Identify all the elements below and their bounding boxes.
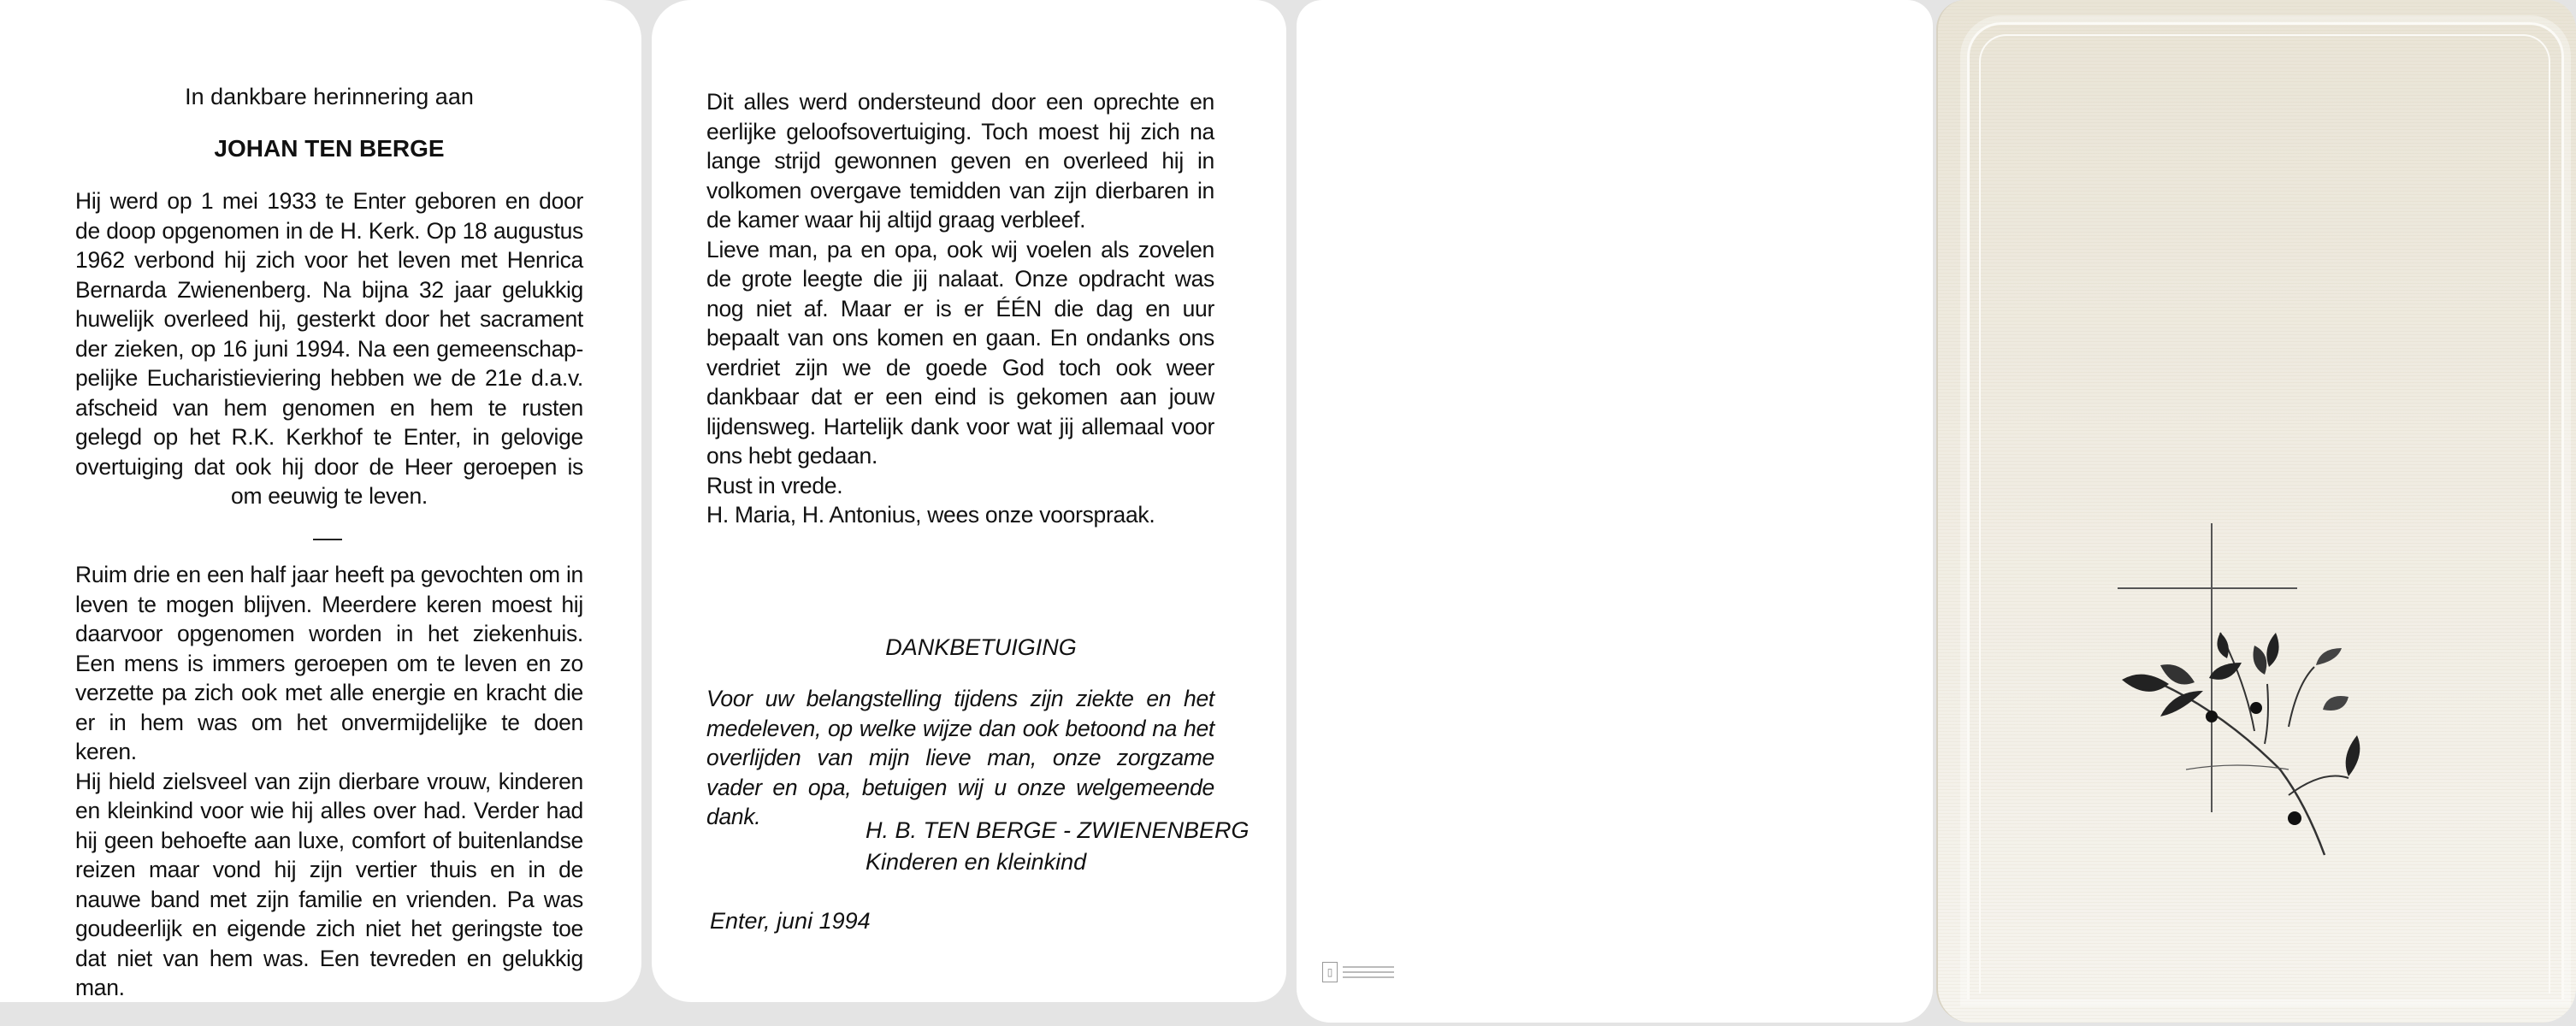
prayer-text: H. Maria, H. Antonius, wees onze voorspraak. (706, 502, 1155, 528)
struggle-paragraph (75, 560, 583, 1002)
intro-line: In dankbare herinnering aan (185, 84, 474, 109)
character-text: Hij hield zielsveel van zijn dierbare vrouw, kinderen en kleinkind voor wie hij alles over had. Verder had hij geen behoefte aan luxe, comfort of buitenlandse reizen maar vond hij zijn vertier thuis en in de nauwe band met zijn familie en vrienden. Pa was goudeerlijk en eigende zich niet het geringste toe dat niet van hem was. Een tevreden en gelukkig man. (75, 768, 583, 1000)
thanks-title: DANKBETUIGING (885, 634, 1077, 660)
farewell-text: Lieve man, pa en opa, ook wij voelen als zovelen de grote leegte die jij nalaat. Onze opdracht was nog niet af. Maar er is er ÉÉN die dag en uur bepaalt van ons komen en gaan. En ondanks ons verdriet zijn we de goede God toch ook weer dankbaar dat er een eind is gekomen aan jouw lijdensweg. Hartelijk dank voor wat jij allemaal voor ons hebt gedaan. (706, 236, 1214, 469)
signature-children: Kinderen en kleinkind (866, 849, 1087, 875)
struggle-text: Ruim drie en een half jaar heeft pa gevochten om in leven te mogen blijven. Meerdere keren moest hij daarvoor opgenomen worden in het ziekenhuis. Een mens is immers geroepen om te leven en zo verzette pa zich ook met alle energie en kracht die er in hem was om het onvermijdelijke te doen keren. (75, 562, 583, 764)
faith-paragraph (706, 87, 1214, 530)
memorial-card-back-page (1297, 0, 1933, 1023)
signature-family-name: H. B. TEN BERGE - ZWIENENBERG (866, 817, 1250, 843)
thanks-text: Voor uw belangstelling tijdens zijn ziekte en het medeleven, op welke wijze dan ook betoond na het overlijden van mijn lieve man, onze zorgzame vader en opa, betuigen wij u onze welgemeende dank. (706, 686, 1214, 829)
place-and-date: Enter, juni 1994 (710, 908, 871, 934)
thanks-paragraph (706, 684, 1214, 832)
memorial-card-left-page (0, 0, 641, 1002)
rest-in-peace-text: Rust in vrede. (706, 472, 843, 498)
faith-text: Dit alles werd ondersteund door een oprechte en eerlijke geloofsovertuiging. Toch moest hij zich na lange strijd gewonnen geven en overleed hij in volkomen overgave temidden van zijn dierbaren in de kamer waar hij altijd graag verbleef. (706, 89, 1214, 233)
memorial-card-right-page (652, 0, 1286, 1002)
printer-logo-icon: ▯ (1322, 962, 1338, 982)
cross-with-olive-branch (2118, 513, 2443, 872)
printer-imprint (1343, 963, 1394, 982)
biography-paragraph (75, 186, 583, 511)
deceased-name: JOHAN TEN BERGE (214, 135, 445, 162)
memorial-card-front-cover (1936, 0, 2576, 1023)
bio-text: Hij werd op 1 mei 1933 te Enter geboren en door de doop opgenomen in de H. Kerk. Op 18 augustus 1962 verbond hij zich voor het leven met Henrica Bernarda Zwienenberg. Na bijna 32 jaar gelukkig huwelijk overleed hij, gesterkt door het sacrament der zieken, op 16 juni 1994. Na een gemeenschap-pelijke Eucharistieviering hebben we de 21e d.a.v. afscheid van hem genomen en hem te rusten gelegd op het R.K. Kerkhof te Enter, in gelovige overtuiging dat ook hij door de Heer geroepen is om eeuwig te leven. (75, 188, 583, 509)
section-divider (313, 539, 342, 540)
cross-icon (2118, 523, 2297, 812)
olive-branch-icon (2122, 633, 2360, 855)
